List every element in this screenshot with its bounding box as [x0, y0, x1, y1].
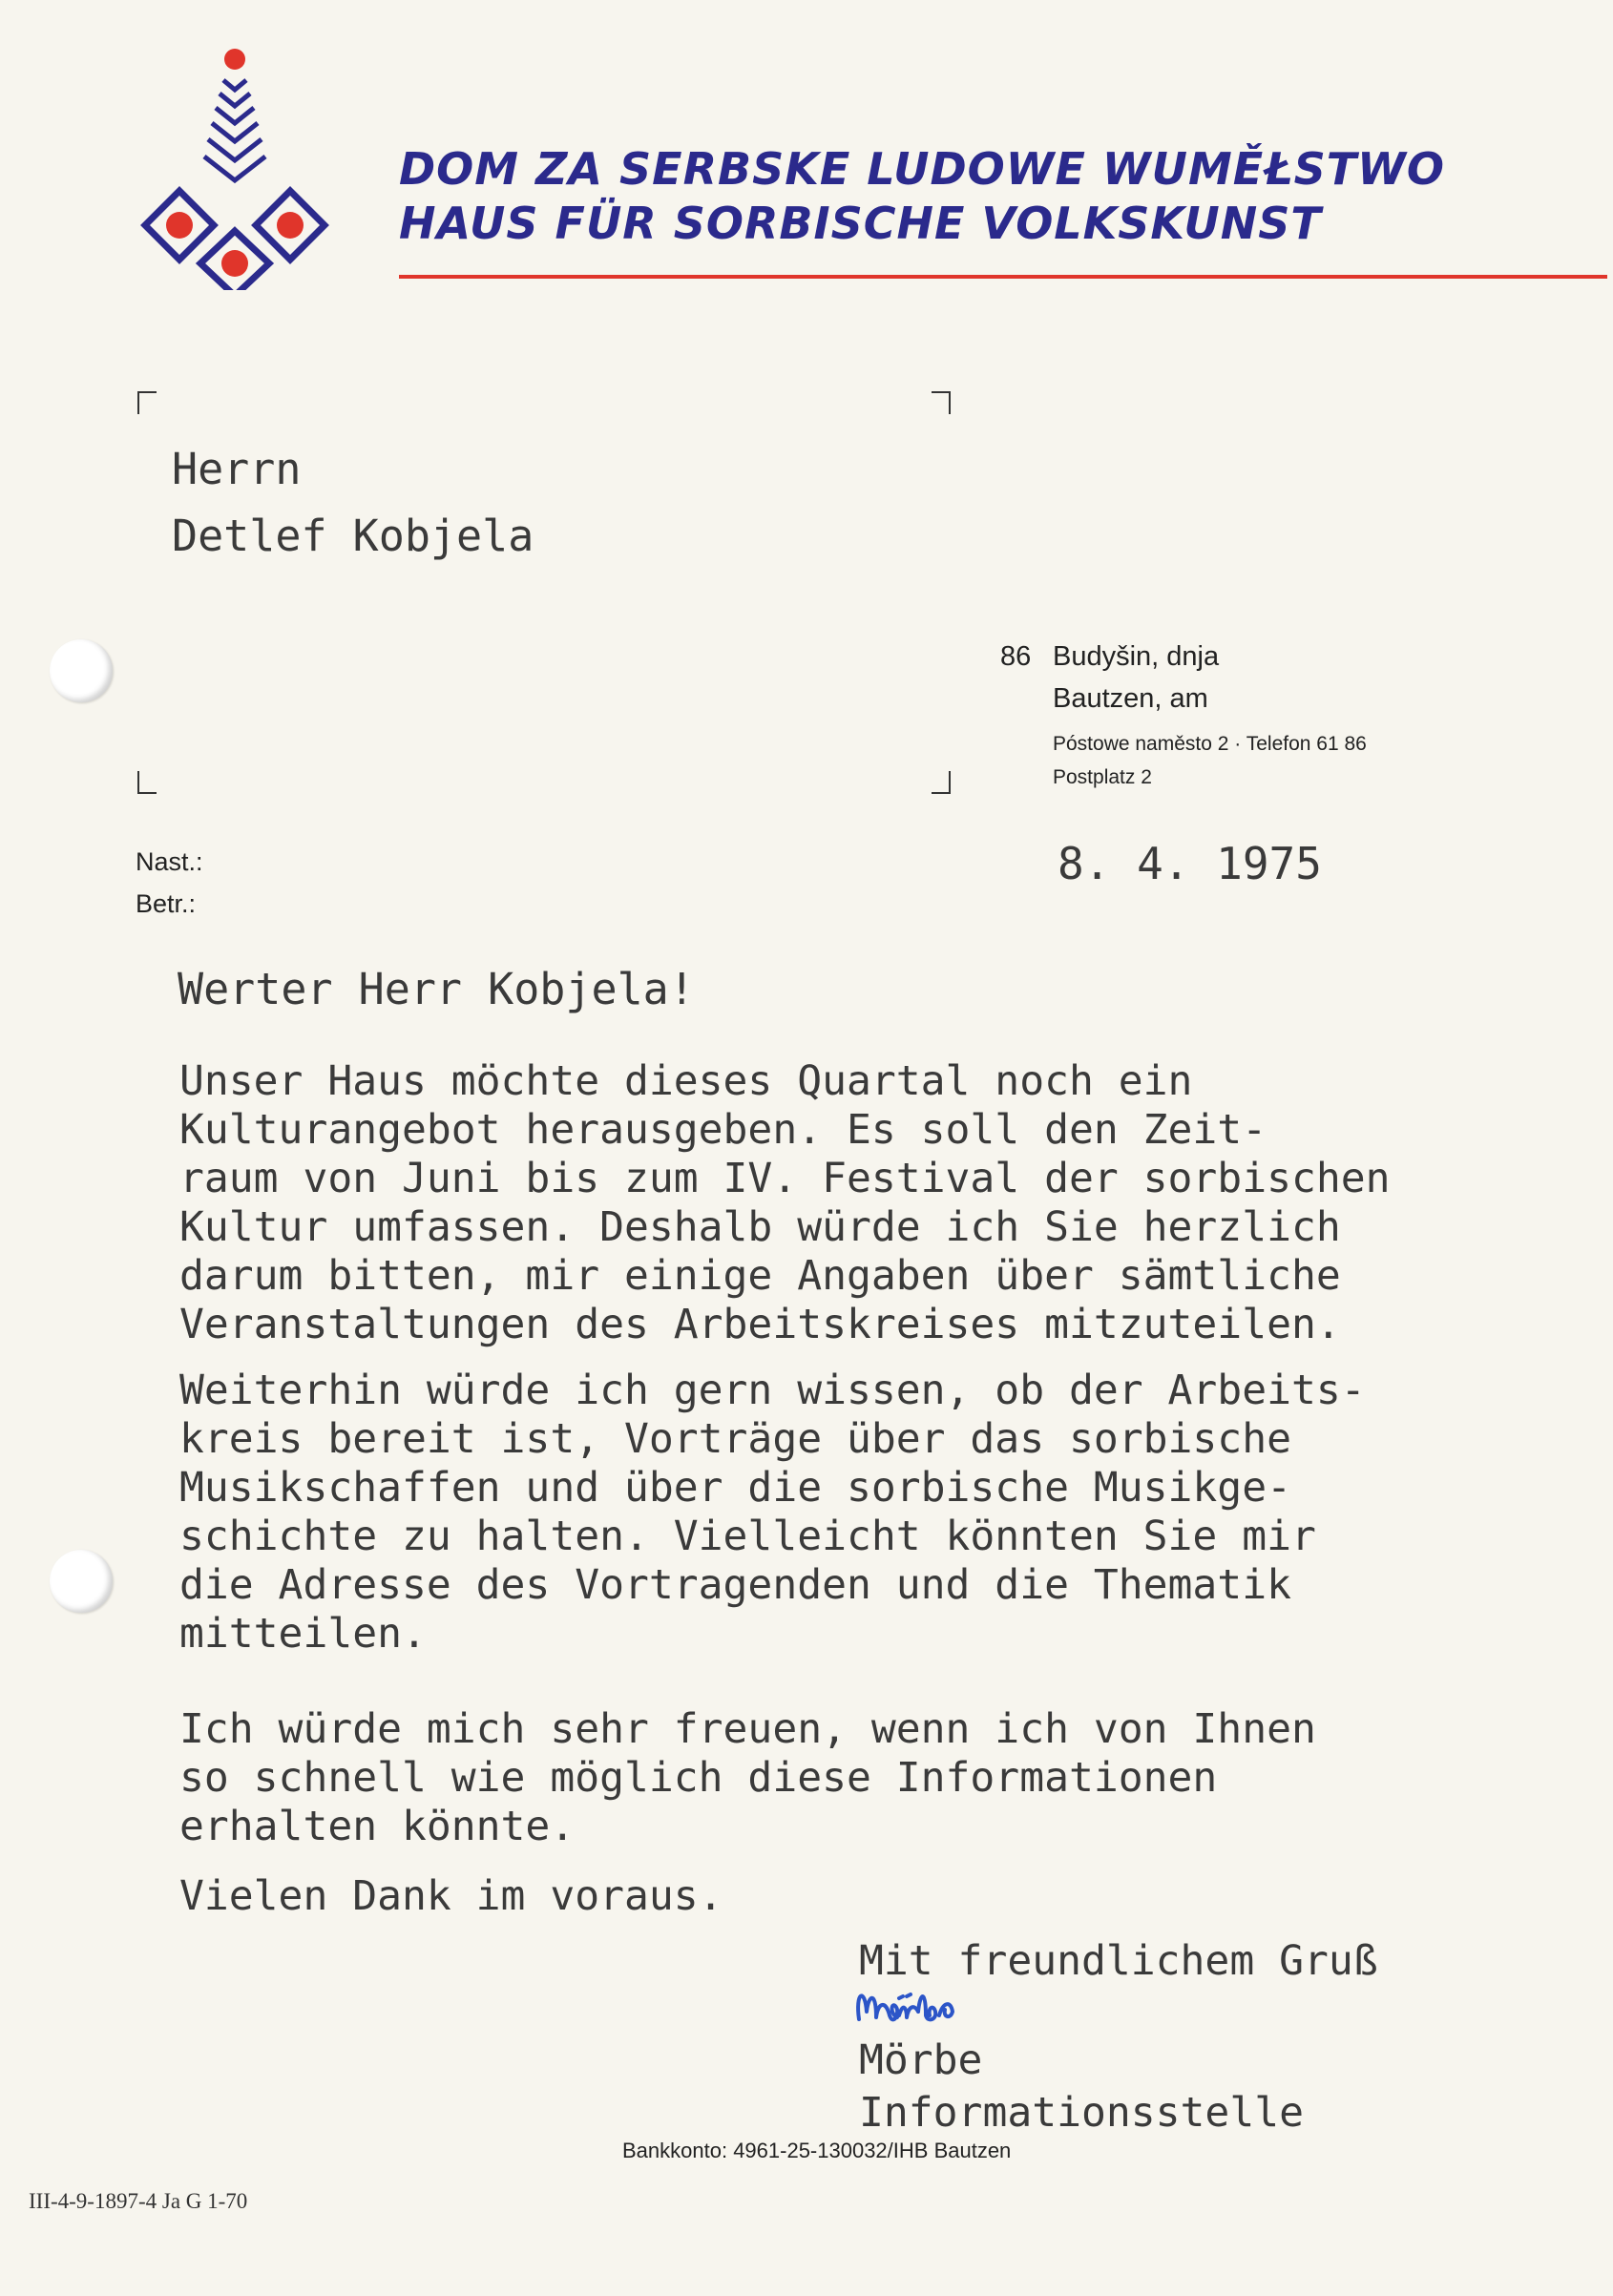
sorbian-folk-art-logo — [132, 40, 340, 290]
paragraph-line: Weiterhin würde ich gern wissen, ob der Arbeits- — [179, 1367, 1366, 1414]
paragraph-line: schichte zu halten. Vielleicht könnten Sie mir — [179, 1513, 1316, 1560]
paragraph-line: kreis bereit ist, Vorträge über das sorbische — [179, 1415, 1291, 1463]
street-german: Postplatz 2 — [1053, 766, 1152, 788]
logo-left-dot — [166, 212, 193, 239]
paragraph-line: Kulturangebot herausgeben. Es soll den Zeit- — [179, 1106, 1267, 1154]
city-german: Bautzen, am — [1053, 683, 1208, 714]
paragraph-line: darum bitten, mir einige Angaben über sämtliche — [179, 1252, 1341, 1300]
org-name-german: HAUS FÜR SORBISCHE VOLKSKUNST — [399, 198, 1322, 249]
logo-top-dot — [224, 49, 245, 70]
street-phone: Póstowe naměsto 2 · Telefon 61 86 — [1053, 733, 1367, 755]
header-rule — [399, 275, 1607, 279]
label-betr: Betr.: — [136, 889, 197, 918]
punch-hole-upper — [50, 639, 113, 702]
paragraph-line: so schnell wie möglich diese Informationen — [179, 1754, 1218, 1802]
recipient-name: Detlef Kobjela — [172, 511, 534, 561]
paragraph-line: mitteilen. — [179, 1610, 427, 1658]
punch-hole-lower — [50, 1550, 113, 1613]
paragraph-line: raum von Juni bis zum IV. Festival der sorbischen — [179, 1155, 1391, 1202]
paragraph-line: Kultur umfassen. Deshalb würde ich Sie herzlich — [179, 1203, 1341, 1251]
city-sorbian: Budyšin, dnja — [1053, 641, 1220, 672]
paragraph-line: erhalten könnte. — [179, 1803, 576, 1850]
address-window-corner-top-right — [932, 391, 951, 414]
paragraph-line: Unser Haus möchte dieses Quartal noch ein — [179, 1057, 1193, 1105]
logo-bottom-dot — [221, 250, 248, 277]
org-name-sorbian: DOM ZA SERBSKE LUDOWE WUMĚŁSTWO — [399, 143, 1445, 195]
closing-greeting: Mit freundlichem Gruß — [859, 1937, 1378, 1985]
signature-name: Mörbe — [859, 2036, 983, 2084]
label-nast: Nast.: — [136, 847, 203, 876]
address-window-corner-bottom-left — [137, 771, 157, 794]
address-window-corner-bottom-right — [932, 771, 951, 794]
print-code: III-4-9-1897-4 Ja G 1-70 — [29, 2189, 248, 2213]
paragraph-line: die Adresse des Vortragenden und die Thematik — [179, 1561, 1291, 1609]
paragraph-3 — [179, 1705, 1316, 1851]
address-window-corner-top-left — [137, 391, 157, 414]
signature-department: Informationsstelle — [859, 2089, 1304, 2137]
letter-date: 8. 4. 1975 — [1058, 838, 1322, 889]
paragraph-line: Ich würde mich sehr freuen, wenn ich von Ihnen — [179, 1705, 1316, 1753]
postal-code: 86 — [1000, 641, 1032, 672]
paragraph-line: Musikschaffen und über die sorbische Musikge- — [179, 1464, 1291, 1512]
logo-right-dot — [277, 212, 304, 239]
handwritten-signature — [851, 1973, 1014, 2040]
paragraph-line: Veranstaltungen des Arbeitskreises mitzuteilen. — [179, 1301, 1341, 1348]
paragraph-1 — [179, 1057, 1391, 1349]
paragraph-2 — [179, 1367, 1366, 1659]
bank-account: Bankkonto: 4961-25-130032/IHB Bautzen — [622, 2139, 1012, 2162]
paragraph-4: Vielen Dank im voraus. — [179, 1872, 723, 1920]
letter-salutation: Werter Herr Kobjela! — [178, 964, 695, 1014]
recipient-salutation: Herrn — [172, 444, 302, 494]
